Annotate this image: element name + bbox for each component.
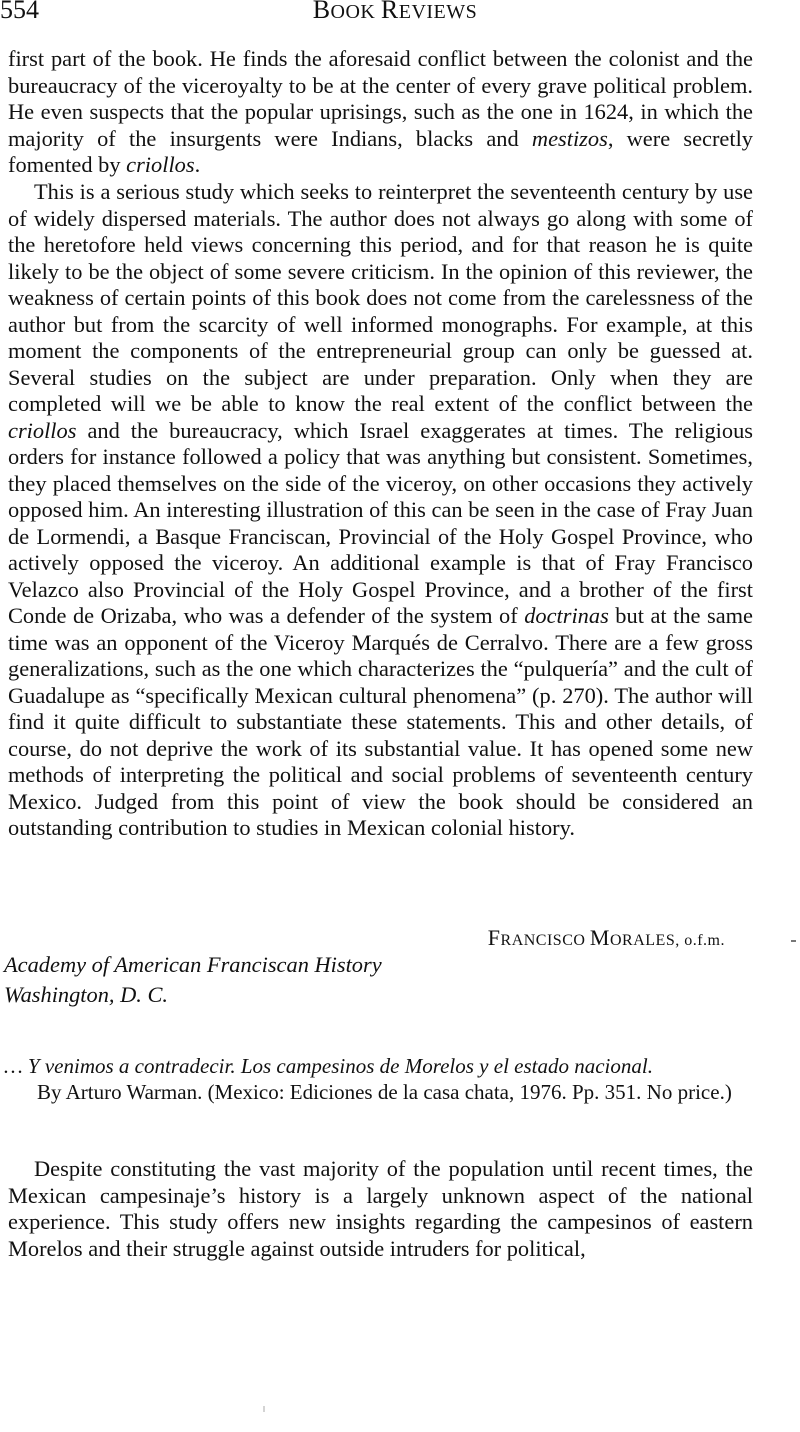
affiliation-line-1: Academy of American Franciscan History	[4, 952, 382, 977]
review1-p2-italic-1: criollos	[8, 417, 77, 443]
footer-mark	[263, 1406, 265, 1412]
review1-p1-text-3: .	[194, 152, 201, 177]
review1-p2-text-3: but at the same time was an opponent of the Viceroy Marqués de Cerralvo. There are a few gross generalizations, such as the one which characterizes the “pulquería” and the cult of Guadalupe as “specifically Mexican cultural phenomena” (p. 270). The author will find it quite difficult to substantiate these statements. This and other details, of course, do not deprive the work of its substantial value. It has opened some new methods of interpreting the political and social problems of seventeenth century Mexico. Judged from this point of view the book should be considered an outstanding contribution to studies in Mexican colonial history.	[8, 603, 753, 840]
signature-cap-2: M	[589, 925, 610, 950]
citation-details: By Arturo Warman. (Mexico: Ediciones de la casa chata, 1976. Pp. 351. No price.)	[37, 1079, 732, 1104]
review1-p2-italic-2: doctrinas	[524, 603, 609, 628]
affiliation-line-2: Washington, D. C.	[4, 982, 169, 1007]
review1-p2-text-2: and the bureaucracy, which Israel exaggerates at times. The religious orders for instance followed a policy that was anything but consistent. Sometimes, they placed themselves on the side of the viceroy, on other occasions they actively opposed him. An interesting illustration of this can be seen in the case of Fray Juan de Lormendi, a Basque Franciscan, Provincial of the Holy Gospel Province, who actively opposed the viceroy. An additional example is that of Fray Francisco Velazco also Provincial of the Holy Gospel Province, and a brother of the first Conde de Orizaba, who was a defender of the system of	[8, 417, 753, 628]
review1-p1-text-1: first part of the book. He finds the aforesaid conflict between the colonist and the bureaucracy of the viceroyalty to be at the center of every grave political problem. He even suspects that the popular uprisings, such as the one in 1624, in which the majority of the insurgents were Indians, blacks and	[8, 46, 753, 151]
review2-p1-text: Despite constituting the vast majority of the population until recent times, the Mexican campesinaje’s history is a largely unknown aspect of the national experience. This study offers new insights regarding the campesinos of eastern Morelos and their struggle against outside intruders for political,	[8, 1156, 753, 1261]
review2-paragraph-1	[8, 1156, 753, 1262]
review1-p1-italic-1: mestizos	[531, 125, 608, 151]
running-head	[0, 0, 790, 26]
signature-rest-2: ORALES	[609, 932, 676, 949]
review1-p2-text-1: This is a serious study which seeks to reinterpret the seventeenth century by use of widely dispersed materials. The author does not always go along with some of the heretofore held views concerning this period, and for that reason he is quite likely to be the object of some severe criticism. In the opinion of this reviewer, the weakness of certain points of this book does not come from the carelessness of the author but from the scarcity of well informed monographs. For example, at this moment the components of the entrepreneurial group can only be guessed at. Several studies on the subject are under preparation. Only when they are completed will we be able to know the real extent of the conflict between the	[8, 179, 753, 416]
margin-mark	[791, 940, 796, 942]
review1-paragraph-1	[8, 46, 753, 179]
review1-p1-text-2: , were secretly fomented by	[8, 125, 753, 177]
review1-paragraph-2	[8, 179, 753, 842]
running-title-rest-1: OOK	[330, 1, 381, 23]
citation-title: … Y venimos a contradecir. Los campesinos de Morelos y el estado nacional.	[4, 1054, 653, 1078]
review2-citation	[4, 1054, 756, 1105]
reviewer-signature	[488, 925, 725, 954]
review1-p1-italic-2: criollos	[126, 152, 195, 177]
signature-cap-1: F	[487, 925, 501, 950]
running-title	[0, 0, 790, 28]
signature-rest-1: RANCISCO	[500, 932, 590, 949]
reviewer-affiliation	[4, 950, 382, 1010]
running-title-cap-2: R	[380, 0, 399, 24]
running-title-rest-2: EVIEWS	[398, 1, 478, 23]
page-number: 554	[0, 0, 39, 24]
running-title-cap-1: B	[312, 0, 331, 24]
signature-suffix: , o.f.m.	[675, 932, 725, 949]
